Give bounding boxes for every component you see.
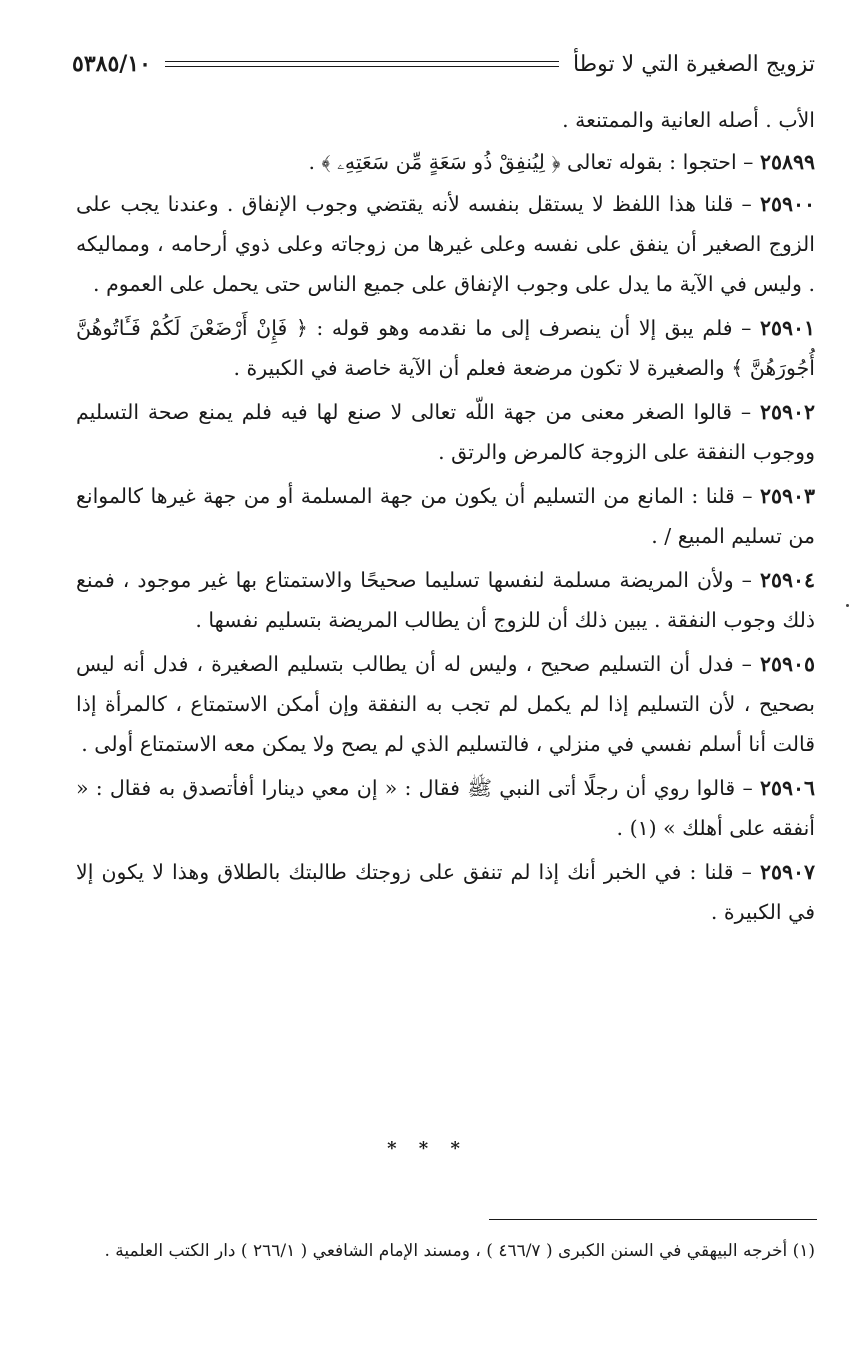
paragraph-text: – قلنا هذا اللفظ لا يستقل بنفسه لأنه يقتضي وجوب الإنفاق . وعندنا يجب على الزوج الصغير أن ينفق على نفسه وعلى غيرها من زوجاته وعلى ذوي أرحامه ، ومماليكه . وليس في الآية ما يدل على وجوب الإنفاق على جميع الناس حتى يحمل على العموم . bbox=[76, 192, 815, 296]
main-text bbox=[76, 100, 815, 934]
paragraph-text: – قالوا روي أن رجلًا أتى النبي ﷺ فقال : « إن معي دينارا أفأتصدق به فقال : « أنفقه على أهلك » (١) . bbox=[76, 776, 815, 840]
page-number: ٥٣٨٥/١٠ bbox=[72, 51, 151, 77]
paragraph-text: – احتجوا : بقوله تعالى ﴿ لِيُنفِقْ ذُو سَعَةٍ مِّن سَعَتِهِۦ ﴾ . bbox=[308, 150, 760, 174]
paragraph-number: ٢٥٩٠٧ bbox=[759, 860, 815, 884]
running-title: تزويج الصغيرة التي لا توطأ bbox=[572, 51, 815, 77]
paragraph-number: ٢٥٩٠٣ bbox=[759, 484, 815, 508]
paragraph-number: ٢٥٩٠٢ bbox=[759, 400, 815, 424]
paragraph bbox=[76, 644, 815, 764]
paragraph bbox=[76, 308, 815, 388]
paragraph bbox=[76, 768, 815, 848]
header-double-rule bbox=[165, 61, 559, 67]
paragraph-text: – ولأن المريضة مسلمة لنفسها تسليما صحيحًا والاستمتاع بها غير موجود ، فمنع ذلك وجوب النفقة . يبين ذلك أن للزوج أن يطالب المريضة بتسليم نفسها . bbox=[76, 568, 815, 632]
paragraph-text: – فلم يبق إلا أن ينصرف إلى ما نقدمه وهو قوله : ﴿ فَإِنْ أَرْضَعْنَ لَكُمْ فَـَٔاتُوهُنَّ أُجُورَهُنَّ ﴾ والصغيرة لا تكون مرضعة فعلم أن الآية خاصة في الكبيرة . bbox=[76, 316, 815, 380]
paragraph bbox=[76, 392, 815, 472]
paragraph-text: – فدل أن التسليم صحيح ، وليس له أن يطالب بتسليم الصغيرة ، فدل أنه ليس بصحيح ، لأن التسليم إذا لم يكمل لم تجب به النفقة وإن أمكن الاستمتاع ، كالمرأة إذا قالت أنا أسلم نفسي في منزلي ، فالتسليم الذي لم يصح ولا يمكن معه الاستمتاع أولى . bbox=[76, 652, 815, 756]
paragraph-number: ٢٥٨٩٩ bbox=[759, 150, 815, 174]
paragraph-number: ٢٥٩٠٤ bbox=[759, 568, 815, 592]
paragraph-text: الأب . أصله العانية والممتنعة . bbox=[562, 108, 815, 132]
paragraph-number: ٢٥٩٠٦ bbox=[759, 776, 815, 800]
margin-mark bbox=[846, 604, 849, 607]
page-header bbox=[72, 44, 815, 84]
paragraph bbox=[76, 476, 815, 556]
paragraph bbox=[76, 184, 815, 304]
paragraph-text: – قلنا : المانع من التسليم أن يكون من جهة المسلمة أو من جهة غيرها كالموانع من تسليم المبيع / . bbox=[76, 484, 815, 548]
paragraph bbox=[76, 852, 815, 932]
paragraph-text: – قالوا الصغر معنى من جهة اللّه تعالى لا صنع لها فيه فلم يمنع صحة التسليم ووجوب النفقة على الزوجة كالمرض والرتق . bbox=[76, 400, 815, 464]
paragraph-number: ٢٥٩٠١ bbox=[759, 316, 815, 340]
footnote-rule bbox=[489, 1219, 817, 1220]
paragraph bbox=[76, 100, 815, 140]
paragraph-number: ٢٥٩٠٥ bbox=[759, 652, 815, 676]
paragraph-text: – قلنا : في الخبر أنك إذا لم تنفق على زوجتك طالبتك بالطلاق وهذا لا يكون إلا في الكبيرة . bbox=[76, 860, 815, 924]
paragraph bbox=[76, 142, 815, 182]
section-separator: * * * bbox=[387, 1138, 468, 1159]
paragraph-number: ٢٥٩٠٠ bbox=[759, 192, 815, 216]
paragraph bbox=[76, 560, 815, 640]
footnote: (١) أخرجه البيهقي في السنن الكبرى ( ٤٦٦/٧ ) ، ومسند الإمام الشافعي ( ٢٦٦/١ ) دار الكتب العلمية . bbox=[104, 1241, 815, 1261]
